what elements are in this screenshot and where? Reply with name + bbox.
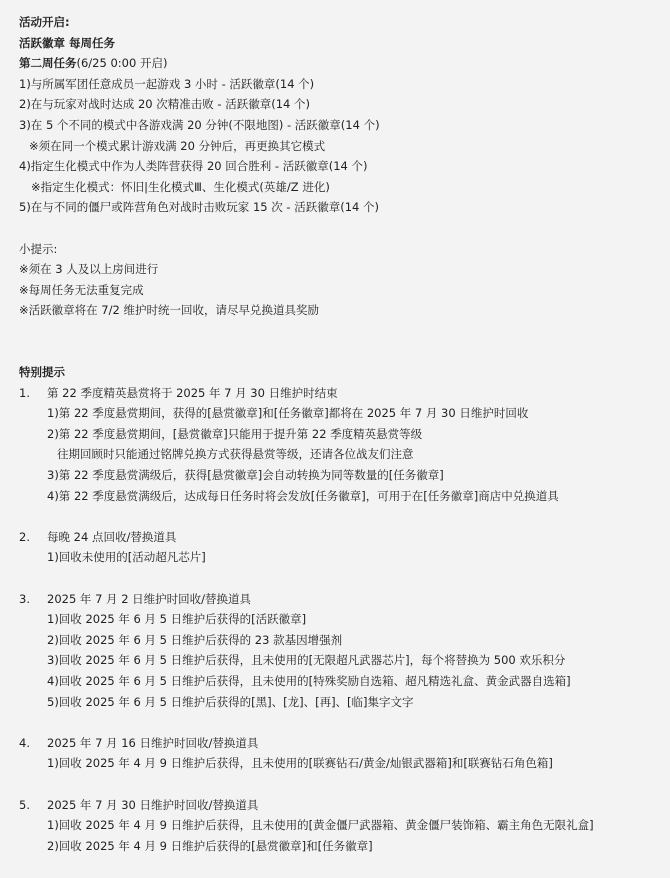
special-section-5-heading	[19, 795, 670, 816]
section-item: 1)回收 2025 年 4 月 9 日维护后获得，且未使用的[联赛钻石/黄金/灿银武器箱]和[联赛钻石角色箱]	[47, 756, 553, 771]
special-section-3-heading	[19, 589, 670, 610]
section-item: 1)回收 2025 年 6 月 5 日维护后获得的[活跃徽章]	[47, 612, 307, 627]
special-section-1-heading	[19, 383, 670, 404]
section-item: 1)第 22 季度悬赏期间，获得的[悬赏徽章]和[任务徽章]都将在 2025 年 7 月 30 日维护时回收	[47, 406, 529, 421]
section-number: 4.	[19, 735, 30, 750]
section-heading: 2025 年 7 月 16 日维护时回收/替换道具	[47, 735, 259, 750]
section-number: 5.	[19, 797, 30, 812]
special-notice-title: 特别提示	[19, 365, 65, 380]
task-4: 4)指定生化模式中作为人类阵营获得 20 回合胜利 - 活跃徽章(14 个)	[19, 159, 368, 174]
section-item: 2)回收 2025 年 4 月 9 日维护后获得的[悬赏徽章]和[任务徽章]	[47, 838, 373, 853]
section-item: 1)回收未使用的[活动超凡芯片]	[47, 550, 206, 565]
section-heading: 2025 年 7 月 2 日维护时回收/替换道具	[47, 591, 252, 606]
task-3: 3)在 5 个不同的模式中各游戏满 20 分钟(不限地图) - 活跃徽章(14 个)	[19, 117, 380, 132]
section-item: 3)第 22 季度悬赏满级后，获得[悬赏徽章]会自动转换为同等数量的[任务徽章]	[47, 468, 444, 483]
section-number: 1.	[19, 385, 30, 400]
event-start-header: 活动开启:	[19, 15, 70, 29]
special-section-2-heading	[19, 527, 670, 548]
section-heading: 每晚 24 点回收/替换道具	[47, 529, 177, 544]
week-heading	[19, 53, 670, 74]
week-label: 第二周任务	[19, 56, 77, 71]
tip-item: ※每周任务无法重复完成	[19, 282, 144, 297]
tip-item: ※活跃徽章将在 7/2 维护时统一回收，请尽早兑换道具奖励	[19, 303, 319, 318]
section-item: 4)第 22 季度悬赏满级后，达成每日任务时将会发放[任务徽章]，可用于在[任务徽章]商店中兑换道具	[47, 488, 559, 503]
tips-title: 小提示:	[19, 241, 58, 256]
task-2: 2)在与玩家对战时达成 20 次精准击败 - 活跃徽章(14 个)	[19, 97, 310, 112]
tip-item: ※须在 3 人及以上房间进行	[19, 262, 159, 277]
section-item: 2)回收 2025 年 6 月 5 日维护后获得的 23 款基因增强剂	[47, 632, 343, 647]
section-item-note: 往期回顾时只能通过铭牌兑换方式获得悬赏等级，还请各位战友们注意	[57, 447, 414, 462]
section-heading: 第 22 季度精英悬赏将于 2025 年 7 月 30 日维护时结束	[47, 385, 338, 400]
task-3-note: ※须在同一个模式累计游戏满 20 分钟后，再更换其它模式	[29, 138, 326, 153]
section-item: 2)第 22 季度悬赏期间，[悬赏徽章]只能用于提升第 22 季度精英悬赏等级	[47, 426, 423, 441]
task-4-note: ※指定生化模式：怀旧|生化模式Ⅲ、生化模式(英雄/Z 进化)	[31, 179, 330, 194]
event-title: 活跃徽章 每周任务	[19, 35, 116, 50]
section-number: 2.	[19, 529, 30, 544]
section-item: 4)回收 2025 年 6 月 5 日维护后获得，且未使用的[特殊奖励自选箱、超凡精选礼盒、黄金武器自选箱]	[47, 674, 571, 688]
task-1: 1)与所属军团任意成员一起游戏 3 小时 - 活跃徽章(14 个)	[19, 76, 315, 91]
special-section-4-heading	[19, 733, 670, 754]
task-5: 5)在与不同的僵尸或阵营角色对战时击败玩家 15 次 - 活跃徽章(14 个)	[19, 200, 379, 215]
section-item: 1)回收 2025 年 4 月 9 日维护后获得，且未使用的[黄金僵尸武器箱、黄金僵尸装饰箱、霸主角色无限礼盒]	[47, 818, 594, 833]
section-number: 3.	[19, 591, 30, 606]
section-item: 5)回收 2025 年 6 月 5 日维护后获得的[黑]、[龙]、[再]、[临]集字文字	[47, 694, 414, 709]
week-date: (6/25 0:00 开启)	[76, 56, 168, 71]
section-heading: 2025 年 7 月 30 日维护时回收/替换道具	[47, 797, 259, 812]
section-item: 3)回收 2025 年 6 月 5 日维护后获得，且未使用的[无限超凡武器芯片]，每个将替换为 500 欢乐积分	[47, 653, 566, 668]
